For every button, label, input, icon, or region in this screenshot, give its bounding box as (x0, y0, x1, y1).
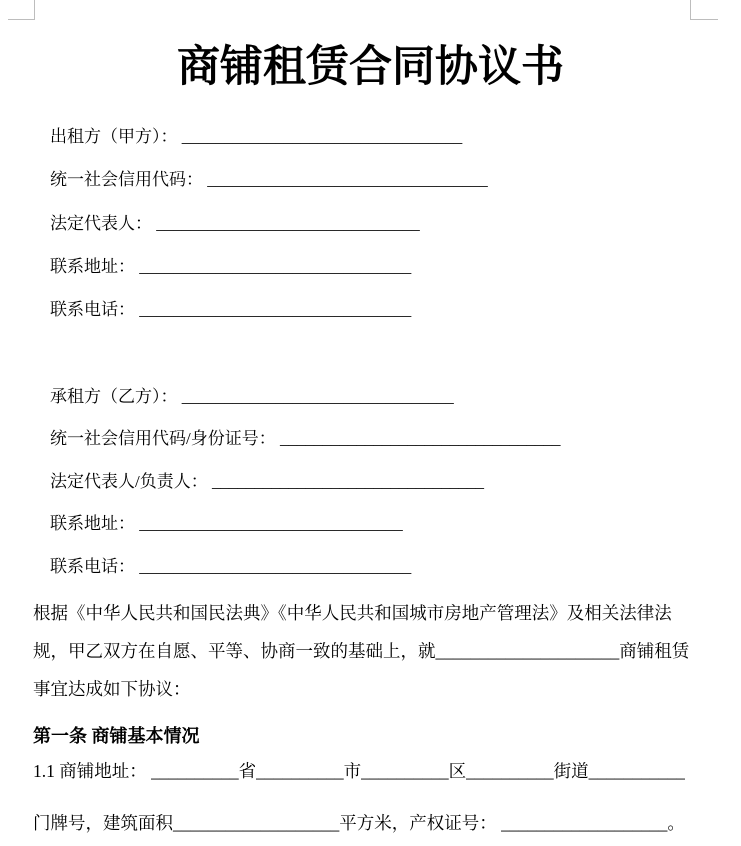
field-blank[interactable]: ________________________________ (207, 472, 484, 492)
field-label: 联系地址： (50, 257, 135, 277)
field-blank[interactable]: _________________________________ (177, 127, 463, 147)
field-blank[interactable]: _________________________________ (203, 170, 488, 190)
section-1-heading: 第一条 商铺基本情况 (33, 726, 200, 746)
field-line-phone-b (33, 537, 411, 598)
field-label: 联系电话： (50, 557, 135, 577)
field-blank[interactable]: ________________________________ (135, 257, 412, 277)
field-blank[interactable]: _______________________________ (135, 514, 403, 534)
field-label: 出租方（甲方）： (50, 127, 178, 147)
field-line-phone-a (33, 280, 411, 341)
text-boundary-mark-top-right (690, 0, 718, 20)
preamble-line-2: 规，甲乙双方在自愿、平等、协商一致的基础上，就_____________________商铺租赁 (33, 641, 690, 661)
field-blank[interactable]: ________________________________ (135, 557, 412, 577)
field-label: 统一社会信用代码： (50, 170, 203, 190)
field-label: 统一社会信用代码/身份证号： (50, 429, 276, 449)
document-title: 商铺租赁合同协议书 (177, 43, 564, 91)
preamble-line-1: 根据《中华人民共和国民法典》《中华人民共和国城市房地产管理法》及相关法律法 (33, 603, 672, 623)
field-label: 承租方（乙方）： (50, 387, 178, 407)
clause-1-1-line-1: 1.1 商铺地址： __________省__________市__________区__________街道___________ (33, 761, 685, 781)
field-label: 联系电话： (50, 300, 135, 320)
field-blank[interactable]: ________________________________ (177, 387, 454, 407)
field-blank[interactable]: ________________________________ (135, 300, 412, 320)
text-boundary-mark-top-left (8, 0, 35, 20)
field-label: 法定代表人/负责人： (50, 472, 208, 492)
field-label: 法定代表人： (50, 214, 152, 234)
preamble-line-3: 事宜达成如下协议： (33, 679, 191, 699)
field-blank[interactable]: _______________________________ (152, 214, 420, 234)
field-blank[interactable]: _________________________________ (275, 429, 561, 449)
clause-1-1-line-2: 门牌号，建筑面积___________________平方米，产权证号： ___________________。 (33, 813, 685, 833)
field-label: 联系地址： (50, 514, 135, 534)
